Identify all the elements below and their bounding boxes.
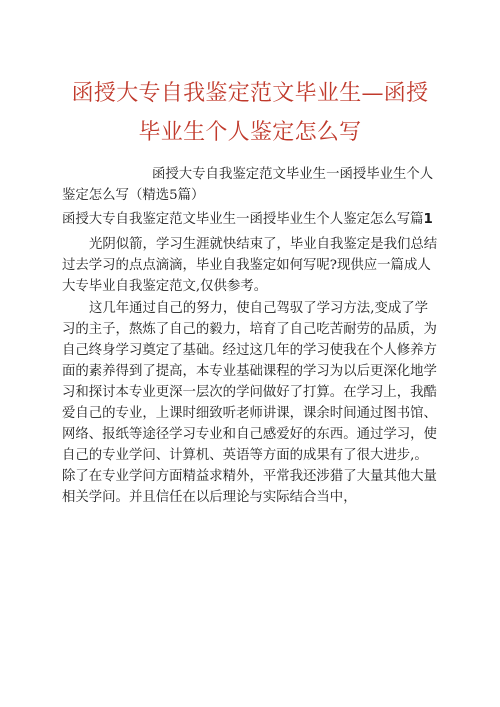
title-line-1: 函授大专自我鉴定范文毕业生—函授 <box>71 81 429 106</box>
body-paragraph-1: 光阴似箭，学习生涯就快结束了，毕业自我鉴定是我们总结过去学习的点点滴滴，毕业自我鉴定如何写呢?现供应一篇成人大专毕业自我鉴定范文,仅供参考。 <box>62 237 438 294</box>
body-paragraph-2: 这几年通过自己的努力，使自己驾驭了学习方法,变成了学习的主子，熬炼了自己的毅力，培育了自己吃苦耐劳的品质，为自己终身学习奠定了基础。经过这几年的学习使我在个人修养方面的素养得到了提高，本专业基础课程的学习为以后更深化地学习和探讨本专业更深一层次的学问做好了打算。在学习上，我酷爱自己的专业，上课时细致听老师讲课，课余时间通过图书馆、网络、报纸等途径学习专业和自己感爱好的东西。通过学习，使自己的专业学问、计算机、英语等方面的成果有了很大进步,。除了在专业学问方面精益求精外，平常我还涉猎了大量其他大量相关学问。并且信任在以后理论与实际结合当中， <box>62 301 437 505</box>
summary-line: 函授大专自我鉴定范文毕业生一函授毕业生个人鉴定怎么写（精选5篇） <box>62 167 434 203</box>
document-title <box>62 0 438 152</box>
section-heading-text: 函授大专自我鉴定范文毕业生一函授毕业生个人鉴定怎么写篇 <box>62 212 424 227</box>
title-line-2: 毕业生个人鉴定怎么写 <box>138 120 362 145</box>
section-heading-number: 1 <box>423 212 433 227</box>
section-heading <box>62 209 438 230</box>
